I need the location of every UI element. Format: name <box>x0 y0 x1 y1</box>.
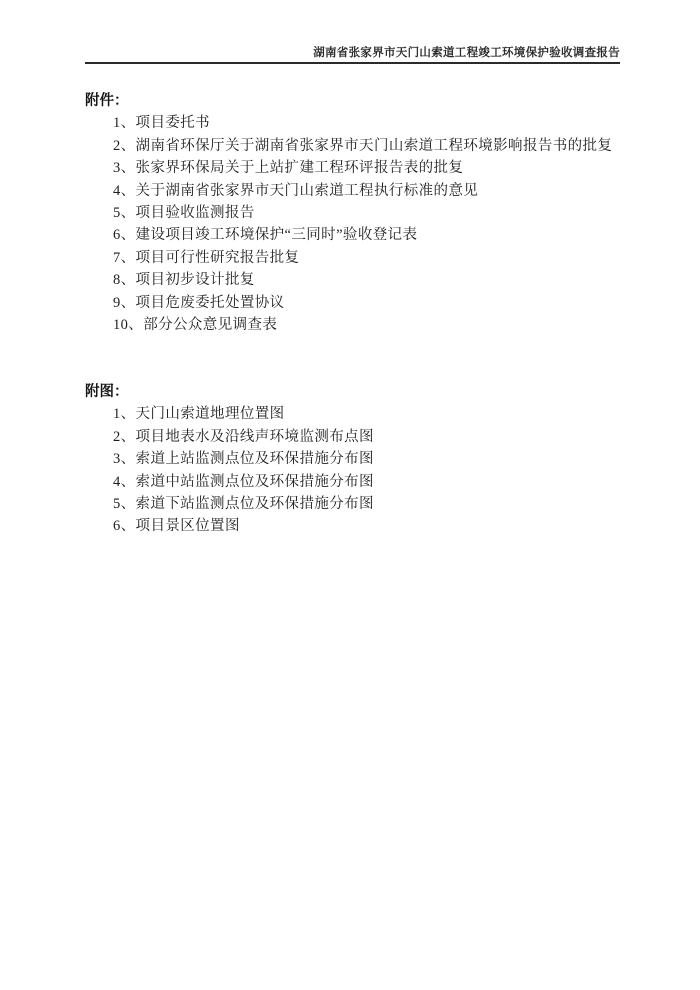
header-rule <box>85 62 620 64</box>
attachments-list <box>85 112 645 336</box>
attachment-item: 3、张家界环保局关于上站扩建工程环评报告表的批复 <box>113 160 464 177</box>
header-title: 湖南省张家界市天门山索道工程竣工环境保护验收调查报告 <box>313 47 620 59</box>
attachment-item: 7、项目可行性研究报告批复 <box>113 249 300 266</box>
figure-item: 6、项目景区位置图 <box>113 518 240 535</box>
page-header <box>85 46 620 64</box>
attachment-item: 1、项目委托书 <box>113 115 211 132</box>
attachment-item: 10、部分公众意见调查表 <box>113 316 278 333</box>
figure-item: 5、索道下站监测点位及环保措施分布图 <box>113 496 374 513</box>
page-content <box>85 90 645 538</box>
figure-item: 1、天门山索道地理位置图 <box>113 406 285 423</box>
attachment-item: 5、项目验收监测报告 <box>113 204 255 221</box>
figure-item: 4、索道中站监测点位及环保措施分布图 <box>113 473 374 490</box>
attachment-item: 2、湖南省环保厅关于湖南省张家界市天门山索道工程环境影响报告书的批复 <box>113 137 613 154</box>
section-gap <box>85 336 645 381</box>
attachments-label: 附件： <box>85 93 129 109</box>
figures-label: 附图： <box>85 384 129 401</box>
figure-item: 3、索道上站监测点位及环保措施分布图 <box>113 451 374 468</box>
figures-list <box>85 403 645 537</box>
attachment-item: 8、项目初步设计批复 <box>113 272 255 289</box>
attachment-item: 6、建设项目竣工环境保护“三同时”验收登记表 <box>113 227 418 244</box>
attachment-item: 4、关于湖南省张家界市天门山索道工程执行标准的意见 <box>113 182 479 199</box>
figure-item: 2、项目地表水及沿线声环境监测布点图 <box>113 428 374 445</box>
attachments-section <box>85 90 645 336</box>
attachment-item: 9、项目危废委托处置协议 <box>113 294 285 311</box>
figures-section <box>85 381 645 538</box>
